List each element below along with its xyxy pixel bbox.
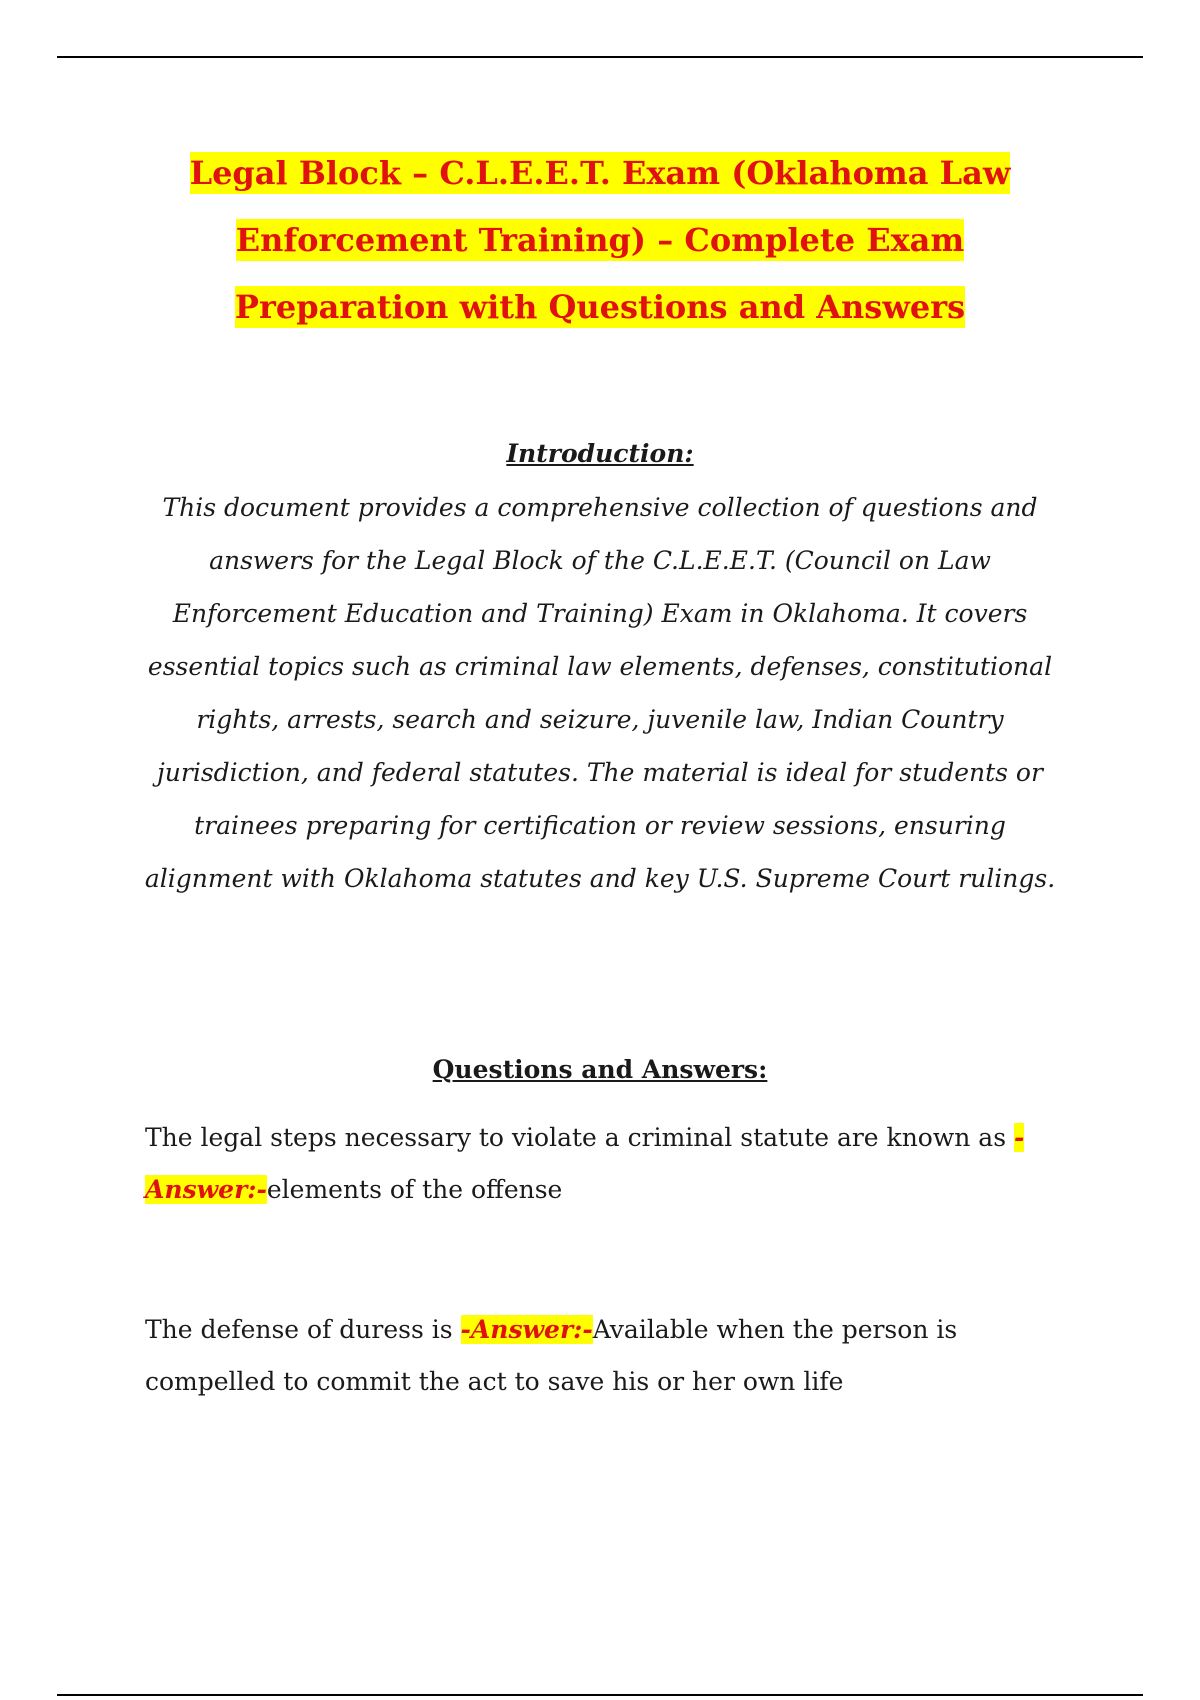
answer-label: -Answer:- (145, 1123, 1025, 1204)
answer-text: Available when the person is compelled to commit the act to save his or her own life (145, 1315, 958, 1396)
question-text: The defense of duress is (145, 1315, 461, 1344)
qa-item (145, 1112, 1065, 1216)
top-rule (57, 56, 1143, 58)
qa-section-heading: Questions and Answers: (432, 1055, 768, 1084)
title-line-1: Legal Block – C.L.E.E.T. Exam (Oklahoma Law (189, 154, 1011, 192)
introduction-heading: Introduction: (506, 439, 694, 468)
document-title (100, 140, 1100, 341)
question-text: The legal steps necessary to violate a criminal statute are known as (145, 1123, 1014, 1152)
answer-label: -Answer:- (460, 1315, 593, 1344)
introduction-body: This document provides a comprehensive collection of questions and answers for the Legal Block of the C.L.E.E.T. (Council on Law Enforcement Education and Training) Exam in Oklahoma. It covers essential topics such as criminal law elements, defenses, constitutional rights, arrests, search and seizure, juvenile law, Indian Country jurisdiction, and federal statutes. The material is ideal for students or trainees preparing for certification or review sessions, ensuring alignment with Oklahoma statutes and key U.S. Supreme Court rulings. (144, 493, 1056, 893)
title-line-2: Enforcement Training) – Complete Exam (235, 221, 965, 259)
qa-item (145, 1304, 1065, 1408)
bottom-rule (57, 1694, 1143, 1696)
title-line-3: Preparation with Questions and Answers (234, 288, 966, 326)
answer-text: elements of the offense (266, 1175, 563, 1204)
